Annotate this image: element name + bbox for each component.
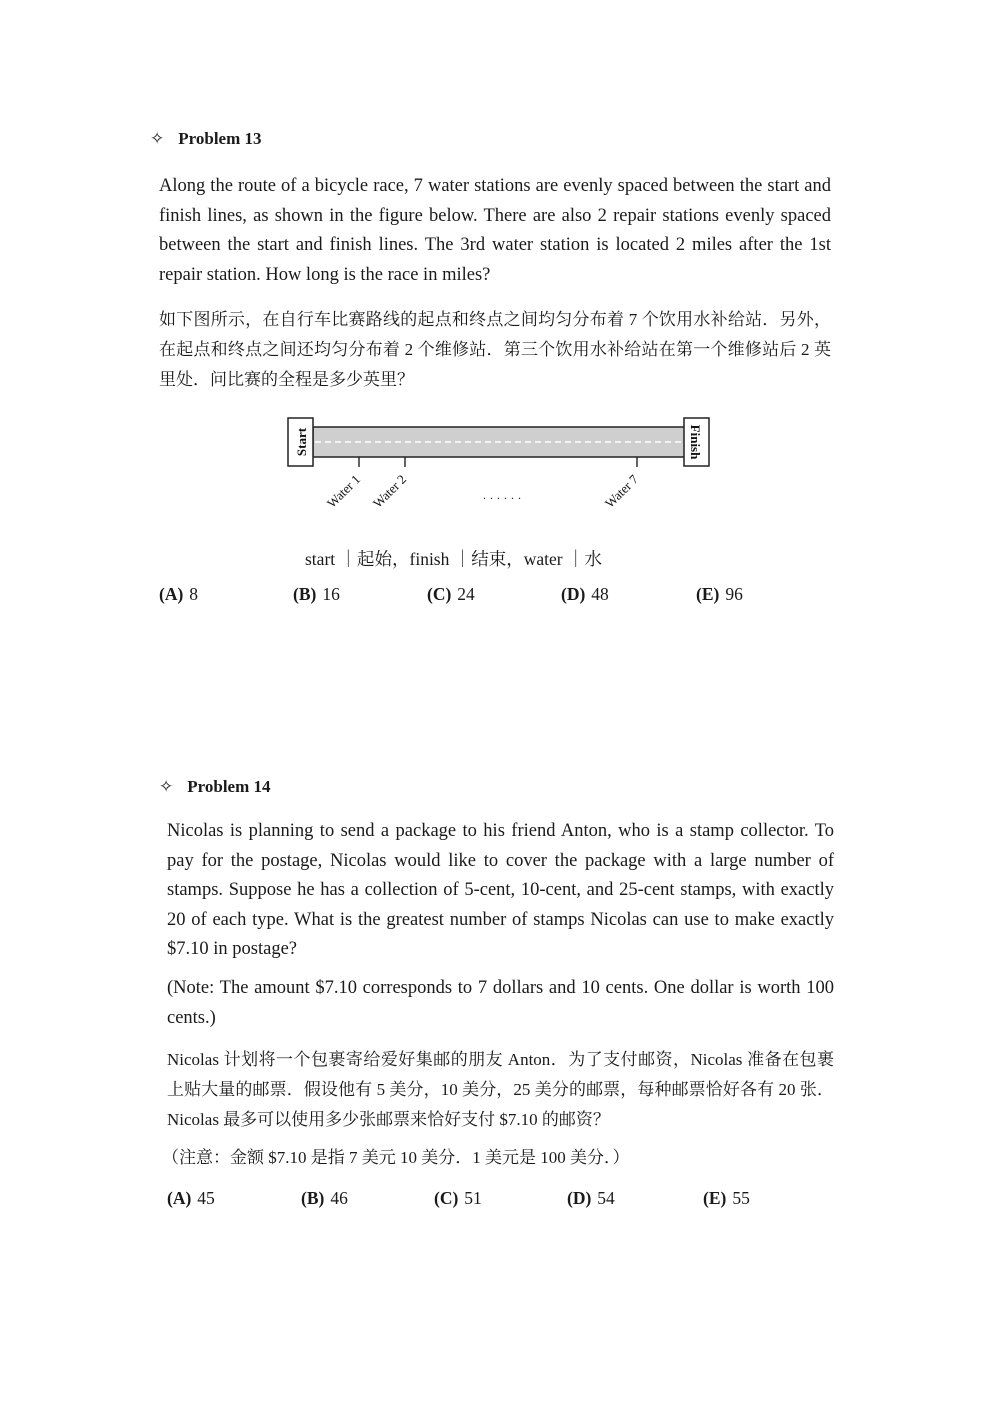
figure-legend: start ｜起始，finish ｜结束，water ｜水: [305, 549, 602, 569]
problem-14-note-cn: （注意：金额 $7.10 是指 7 美元 10 美分．1 美元是 100 美分．）: [162, 1148, 630, 1167]
ellipsis: · · · · · ·: [482, 491, 522, 505]
problem-14-title: Problem 14: [187, 777, 271, 796]
start-label: Start: [294, 427, 309, 457]
problem-14-choices: [167, 1188, 807, 1212]
water-2-label: Water 2: [369, 471, 410, 511]
problem-13-title: Problem 13: [178, 129, 262, 148]
problem-13-heading: [150, 129, 262, 149]
choice-a[interactable]: (A) 8: [159, 584, 199, 604]
choice-a[interactable]: (A) 45: [167, 1188, 215, 1208]
choice-e[interactable]: (E) 55: [703, 1188, 750, 1208]
problem-14-heading: [159, 777, 271, 797]
problem-14-text-cn: Nicolas 计划将一个包裹寄给爱好集邮的朋友 Anton．为了支付邮资，Nicolas 准备在包裹上贴大量的邮票．假设他有 5 美分，10 美分，25 美分的邮票，每种邮票恰好各有 20 张．Nicolas 最多可以使用多少张邮票来恰好支付 $7.10 的邮资？: [167, 1050, 834, 1129]
water-7-label: Water 7: [601, 471, 642, 511]
choice-d[interactable]: (D) 54: [567, 1188, 615, 1208]
problem-13-text-en: Along the route of a bicycle race, 7 water stations are evenly spaced between the start and finish lines, as shown in the figure below. There are also 2 repair stations evenly spaced between the start and finish lines. The 3rd water station is located 2 miles after the 1st repair station. How long is the race in miles?: [159, 176, 831, 285]
diamond-icon: ✧: [159, 777, 174, 796]
choice-c[interactable]: (C) 24: [427, 584, 475, 604]
race-route-figure: [280, 410, 720, 545]
problem-13-choices: [159, 584, 799, 608]
choice-b[interactable]: (B) 46: [301, 1188, 348, 1208]
choice-e[interactable]: (E) 96: [696, 584, 743, 604]
choice-d[interactable]: (D) 48: [561, 584, 609, 604]
diamond-icon: ✧: [150, 129, 165, 148]
choice-c[interactable]: (C) 51: [434, 1188, 482, 1208]
problem-14-note-en: (Note: The amount $7.10 corresponds to 7 dollars and 10 cents. One dollar is worth 100 cents.): [167, 978, 834, 1028]
water-1-label: Water 1: [323, 471, 364, 511]
problem-14-text-en: Nicolas is planning to send a package to his friend Anton, who is a stamp collector. To pay for the postage, Nicolas would like to cover the package with a large number of stamps. Suppose he has a collection of 5-cent, 10-cent, and 25-cent stamps, with exactly 20 of each type. What is the greatest number of stamps Nicolas can use to make exactly $7.10 in postage?: [167, 821, 834, 959]
problem-13-text-cn: 如下图所示，在自行车比赛路线的起点和终点之间均匀分布着 7 个饮用水补给站．另外，在起点和终点之间还均匀分布着 2 个维修站．第三个饮用水补给站在第一个维修站后 2 英里处．问比赛的全程是多少英里？: [159, 310, 831, 389]
finish-label: Finish: [688, 424, 703, 460]
choice-b[interactable]: (B) 16: [293, 584, 340, 604]
